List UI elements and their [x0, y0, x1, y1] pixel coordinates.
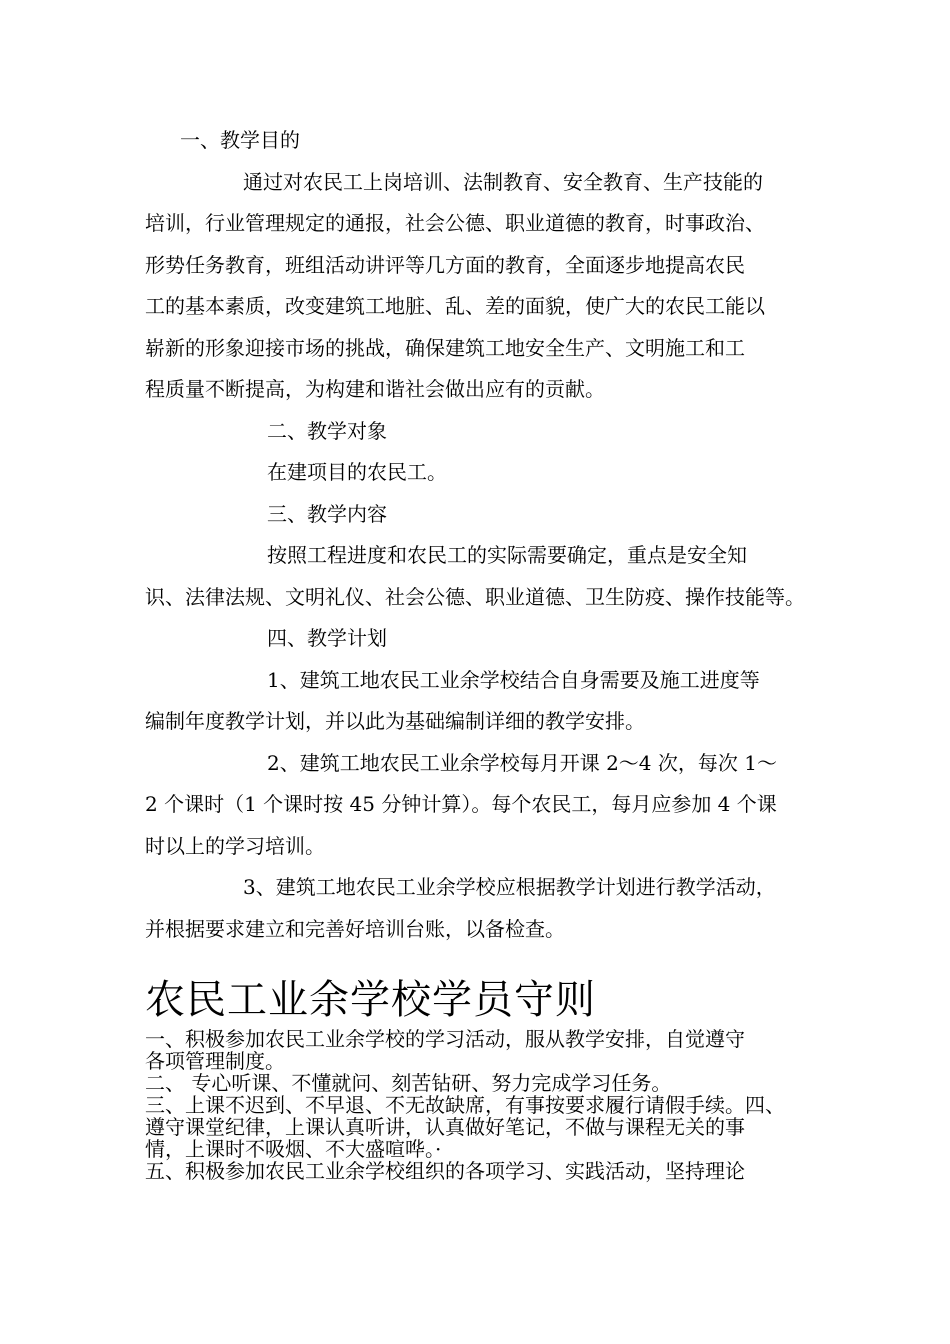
heading-teaching-content: 三、教学内容: [267, 501, 387, 526]
paragraph-line: 程质量不断提高，为构建和谐社会做出应有的贡献。: [145, 377, 605, 401]
rule-line: 二、 专心听课、不懂就问、刻苦钻研、努力完成学习任务。: [145, 1071, 672, 1095]
teaching-plan-section: [145, 120, 825, 950]
paragraph-line: 3、建筑工地农民工业余学校应根据教学计划进行教学活动，: [243, 875, 776, 899]
paragraph-line: 工的基本素质，改变建筑工地脏、乱、差的面貌，使广大的农民工能以: [145, 294, 765, 318]
rules-title: 农民工业余学校学员守则: [145, 977, 596, 1023]
paragraph-line: 2 个课时（1 个课时按 45 分钟计算）。每个农民工，每月应参加 4 个课: [145, 792, 777, 816]
rule-line: 一、积极参加农民工业余学校的学习活动，服从教学安排，自觉遵守: [145, 1027, 745, 1051]
rule-line: 五、积极参加农民工业余学校组织的各项学习、实践活动，坚持理论: [145, 1159, 745, 1183]
rule-line: 情，上课时不吸烟、不大盛喧哗。·: [145, 1137, 442, 1161]
paragraph-line: 在建项目的农民工。: [267, 460, 447, 484]
heading-teaching-target: 二、教学对象: [267, 418, 387, 443]
rule-line: 遵守课堂纪律，上课认真听讲，认真做好笔记，不做与课程无关的事: [145, 1115, 745, 1139]
paragraph-line: 识、法律法规、文明礼仪、社会公德、职业道德、卫生防疫、操作技能等。: [145, 584, 805, 609]
paragraph-line: 形势任务教育，班组活动讲评等几方面的教育，全面逐步地提高农民: [145, 252, 745, 277]
paragraph-line: 并根据要求建立和完善好培训台账，以备检查。: [145, 916, 565, 941]
paragraph-line: 2、建筑工地农民工业余学校每月开课 2～4 次，每次 1～: [267, 750, 777, 775]
heading-teaching-schedule: 四、教学计划: [267, 626, 387, 650]
paragraph-line: 1、建筑工地农民工业余学校结合自身需要及施工进度等: [267, 667, 760, 692]
paragraph-line: 培训，行业管理规定的通报，社会公德、职业道德的教育，时事政治、: [145, 211, 765, 235]
paragraph-line: 通过对农民工上岗培训、法制教育、安全教育、生产技能的: [243, 169, 763, 194]
heading-teaching-goal: 一、教学目的: [180, 128, 300, 152]
paragraph-line: 时以上的学习培训。: [145, 833, 325, 858]
paragraph-line: 崭新的形象迎接市场的挑战，确保建筑工地安全生产、文明施工和工: [145, 335, 745, 360]
paragraph-line: 按照工程进度和农民工的实际需要确定，重点是安全知: [267, 543, 747, 567]
rule-line: 三、上课不迟到、不早退、不无故缺席，有事按要求履行请假手续。四、: [145, 1093, 785, 1117]
student-rules-section: [145, 972, 825, 1182]
rule-line: 各项管理制度。: [145, 1049, 285, 1073]
paragraph-line: 编制年度教学计划，并以此为基础编制详细的教学安排。: [145, 709, 645, 733]
